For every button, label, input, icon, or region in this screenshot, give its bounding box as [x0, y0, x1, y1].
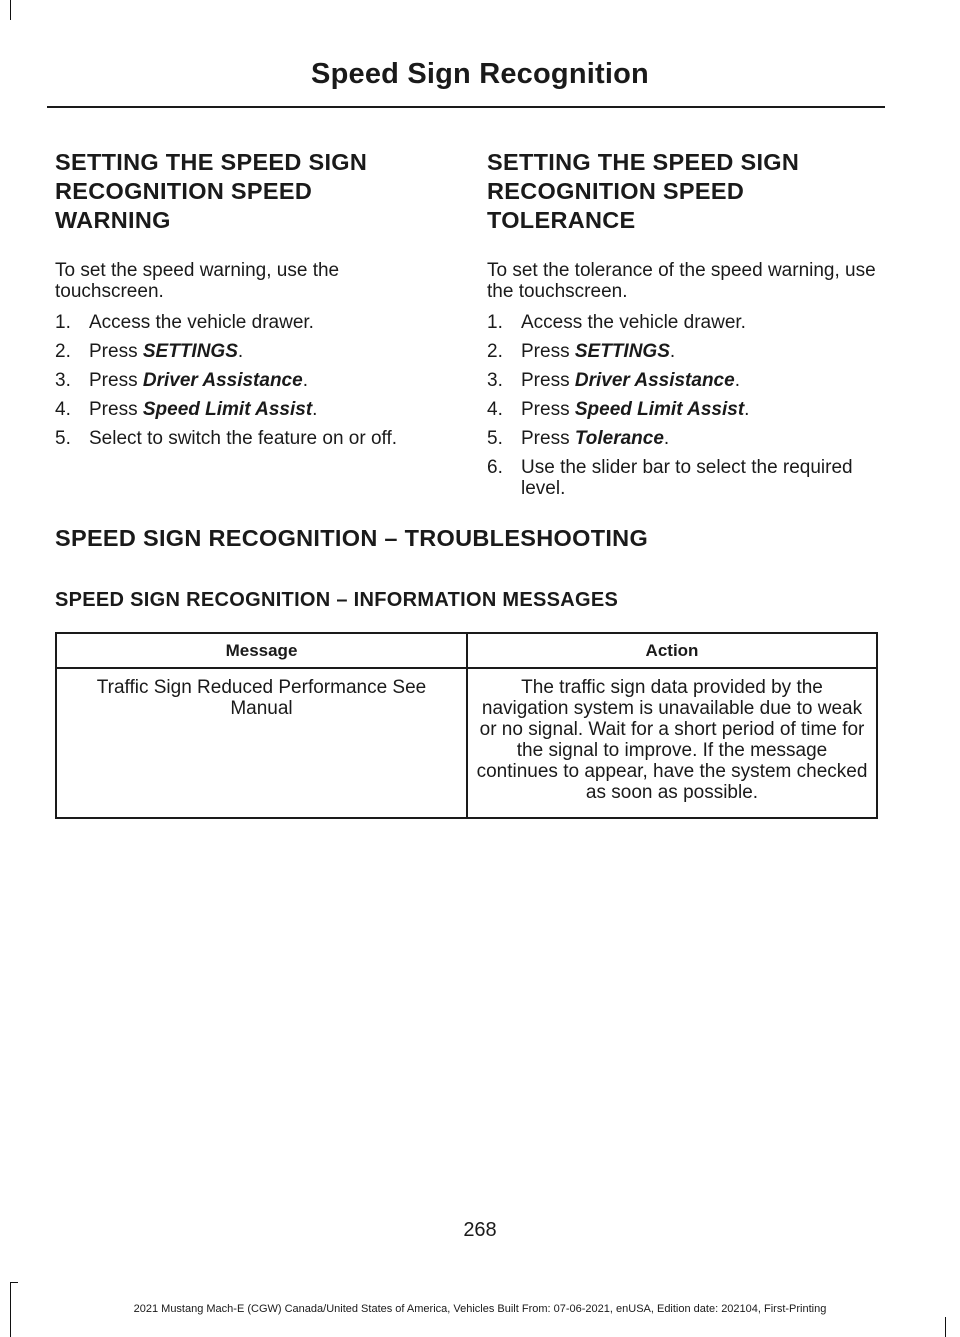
step-text-suffix: . — [669, 341, 676, 362]
step-text-prefix: Press — [89, 370, 143, 391]
step-text: Use the slider bar to select the required level. — [521, 457, 853, 499]
speed-warning-steps — [55, 312, 450, 449]
step-number: 1. — [487, 312, 503, 333]
heading-line: TOLERANCE — [487, 207, 636, 233]
information-messages-table — [55, 632, 878, 819]
crop-mark — [10, 0, 11, 20]
page-number: 268 — [463, 1219, 497, 1241]
step-item — [55, 370, 450, 391]
step-text-suffix: . — [734, 370, 740, 391]
step-text-suffix: . — [744, 399, 750, 420]
step-item — [487, 370, 882, 391]
step-item — [55, 312, 450, 333]
speed-tolerance-steps — [487, 312, 882, 499]
step-item — [487, 457, 882, 499]
speed-tolerance-heading — [487, 148, 882, 235]
menu-option-speed-limit-assist: Speed Limit Assist — [142, 399, 313, 420]
step-number: 4. — [487, 399, 503, 420]
message-cell: Traffic Sign Reduced Performance See Manual — [56, 668, 467, 818]
troubleshooting-heading: SPEED SIGN RECOGNITION – TROUBLESHOOTING — [55, 525, 649, 551]
step-number: 6. — [487, 457, 503, 478]
step-number: 5. — [55, 428, 71, 449]
heading-line: WARNING — [55, 207, 171, 233]
step-number: 3. — [55, 370, 71, 391]
step-text-prefix: Press — [521, 341, 575, 362]
step-number: 1. — [55, 312, 71, 333]
menu-option-settings: SETTINGS — [574, 341, 670, 362]
step-text: Select to switch the feature on or off. — [89, 428, 398, 449]
speed-tolerance-intro: To set the tolerance of the speed warning, use the touchscreen. — [487, 260, 876, 302]
step-item — [55, 399, 450, 420]
step-text-prefix: Press — [521, 428, 575, 449]
column-header-message: Message — [56, 633, 467, 668]
step-text-suffix: . — [237, 341, 244, 362]
heading-line: RECOGNITION SPEED — [55, 178, 313, 204]
step-number: 4. — [55, 399, 71, 420]
menu-option-driver-assistance: Driver Assistance — [142, 370, 303, 391]
step-text-prefix: Press — [89, 341, 143, 362]
step-text: Access the vehicle drawer. — [89, 312, 314, 333]
menu-option-speed-limit-assist: Speed Limit Assist — [574, 399, 745, 420]
speed-warning-section — [55, 148, 450, 457]
column-header-action: Action — [467, 633, 877, 668]
step-number: 3. — [487, 370, 503, 391]
crop-mark — [945, 1317, 946, 1337]
step-item — [487, 399, 882, 420]
speed-warning-heading — [55, 148, 450, 235]
step-item — [487, 341, 882, 362]
table-header-row — [56, 633, 877, 668]
step-text-prefix: Press — [521, 370, 575, 391]
step-number: 5. — [487, 428, 503, 449]
heading-line: RECOGNITION SPEED — [487, 178, 745, 204]
step-number: 2. — [487, 341, 503, 362]
step-text-suffix: . — [302, 370, 308, 391]
running-header-title: Speed Sign Recognition — [311, 58, 649, 90]
menu-option-driver-assistance: Driver Assistance — [574, 370, 735, 391]
crop-mark — [10, 1282, 18, 1283]
step-text-suffix: . — [312, 399, 318, 420]
menu-option-tolerance: Tolerance — [574, 428, 664, 449]
heading-line: SETTING THE SPEED SIGN — [55, 149, 368, 175]
heading-line: SETTING THE SPEED SIGN — [487, 149, 800, 175]
step-text-prefix: Press — [521, 399, 575, 420]
step-item — [487, 428, 882, 449]
menu-option-settings: SETTINGS — [142, 341, 238, 362]
step-item — [487, 312, 882, 333]
step-item — [55, 341, 450, 362]
step-text-prefix: Press — [89, 399, 143, 420]
speed-tolerance-section — [487, 148, 882, 507]
step-text-suffix: . — [663, 428, 670, 449]
step-item — [55, 428, 450, 449]
step-text: Access the vehicle drawer. — [521, 312, 746, 333]
information-messages-heading: SPEED SIGN RECOGNITION – INFORMATION MESSAGES — [55, 589, 619, 611]
table-row — [56, 668, 877, 818]
action-cell: The traffic sign data provided by the navigation system is unavailable due to weak or no signal. Wait for a short period of time for the signal to improve. If the message continues to appear, have the system checked as soon as possible. — [467, 668, 877, 818]
speed-warning-intro: To set the speed warning, use the touchscreen. — [55, 260, 340, 302]
header-divider — [47, 106, 885, 108]
step-number: 2. — [55, 341, 71, 362]
edition-footer: 2021 Mustang Mach-E (CGW) Canada/United States of America, Vehicles Built From: 07-06-2021, enUSA, Edition date: 202104, First-Printing — [133, 1303, 827, 1315]
